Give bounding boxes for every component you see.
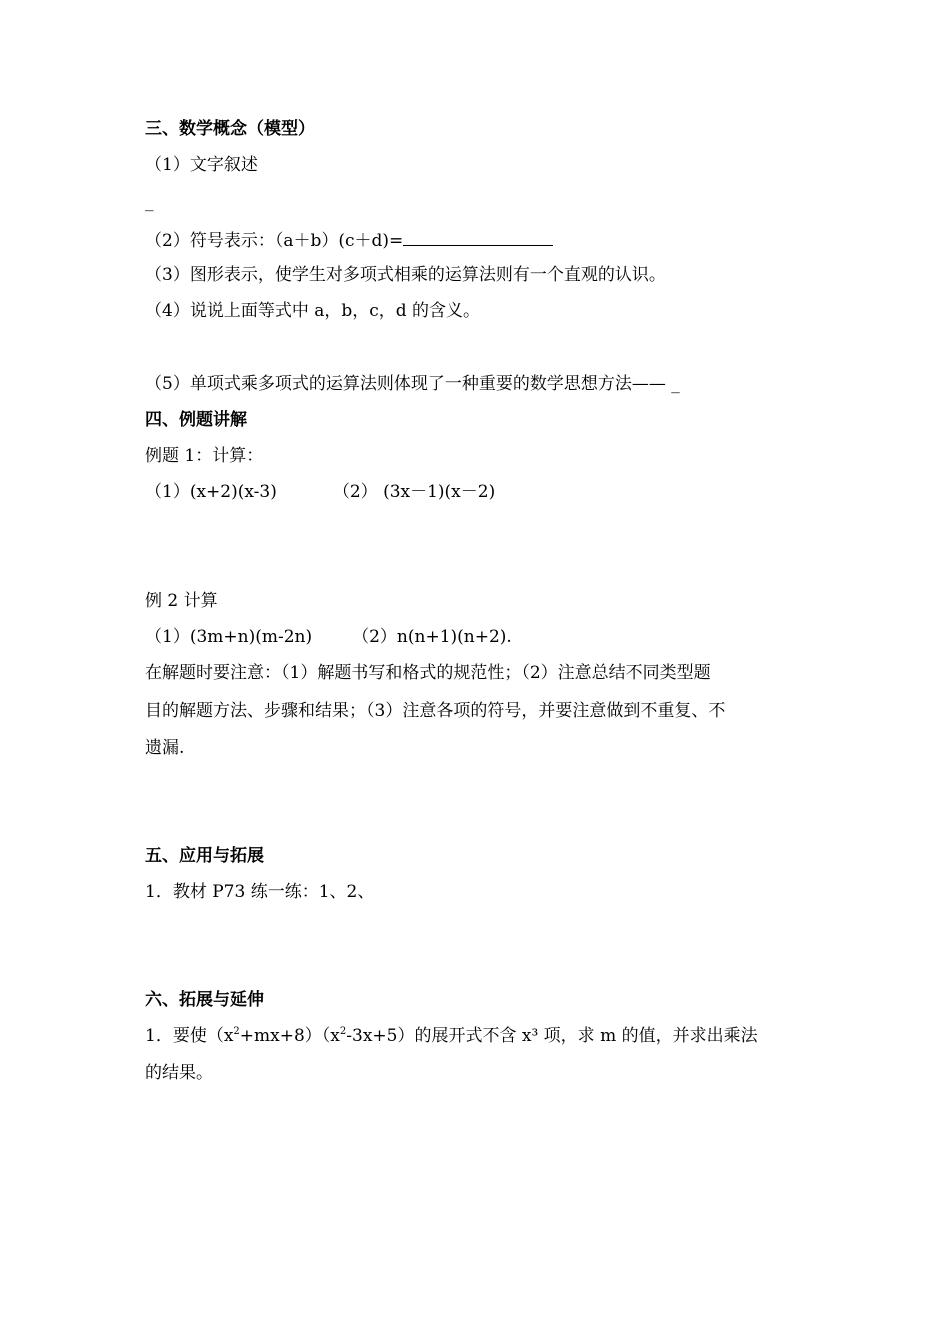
symbol-expression: （2）符号表示：（a＋b）(c＋d)= — [145, 231, 404, 251]
section3-heading: 三、数学概念（模型） — [145, 119, 315, 139]
example1-q1: （1）(x+2)(x-3) — [145, 482, 277, 502]
item1-part-c: -3x+5）的展开式不含 x³ 项，求 m 的值，并求出乘法 — [346, 1026, 758, 1046]
example1-problems — [145, 480, 495, 504]
section3-item2 — [145, 227, 553, 253]
item5-blank-mark: _ — [671, 374, 680, 394]
section5-heading: 五、应用与拓展 — [145, 846, 264, 866]
item1-part-a: 1．要使（x — [145, 1026, 234, 1046]
note-line-3: 遗漏. — [145, 738, 185, 758]
example1-q2: （2） (3x－1)(x－2) — [332, 482, 496, 502]
underscore-mark: _ — [145, 192, 154, 212]
section3-item5 — [145, 372, 680, 396]
section3-item1: （1）文字叙述 — [145, 155, 258, 175]
exponent-1: 2 — [233, 1026, 240, 1037]
example2-title: 例 2 计算 — [145, 591, 218, 611]
section6-item1-line2: 的结果。 — [145, 1063, 213, 1083]
example2-q1: （1）(3m+n)(m-2n) — [145, 627, 313, 647]
item1-part-b: +mx+8）（x — [239, 1026, 340, 1046]
example1-title: 例题 1：计算： — [145, 446, 264, 466]
section5-item1: 1．教材 P73 练一练：1、2、 — [145, 882, 375, 902]
example2-problems — [145, 625, 512, 649]
answer-blank — [403, 227, 553, 246]
section4-heading: 四、例题讲解 — [145, 410, 247, 430]
example2-q2: （2）n(n+1)(n+2). — [352, 627, 512, 647]
section3-item4: （4）说说上面等式中 a，b，c，d 的含义。 — [145, 301, 481, 321]
note-line-2: 目的解题方法、步骤和结果；（3）注意各项的符号，并要注意做到不重复、不 — [145, 701, 726, 721]
section6-item1 — [145, 1024, 758, 1048]
item5-text: （5）单项式乘多项式的运算法则体现了一种重要的数学思想方法—— — [145, 374, 666, 394]
section6-heading: 六、拓展与延伸 — [145, 990, 264, 1010]
exponent-2: 2 — [339, 1026, 347, 1037]
note-line-1: 在解题时要注意：（1）解题书写和格式的规范性；（2）注意总结不同类型题 — [145, 663, 711, 683]
section3-item3: （3）图形表示，使学生对多项式相乘的运算法则有一个直观的认识。 — [145, 265, 666, 285]
